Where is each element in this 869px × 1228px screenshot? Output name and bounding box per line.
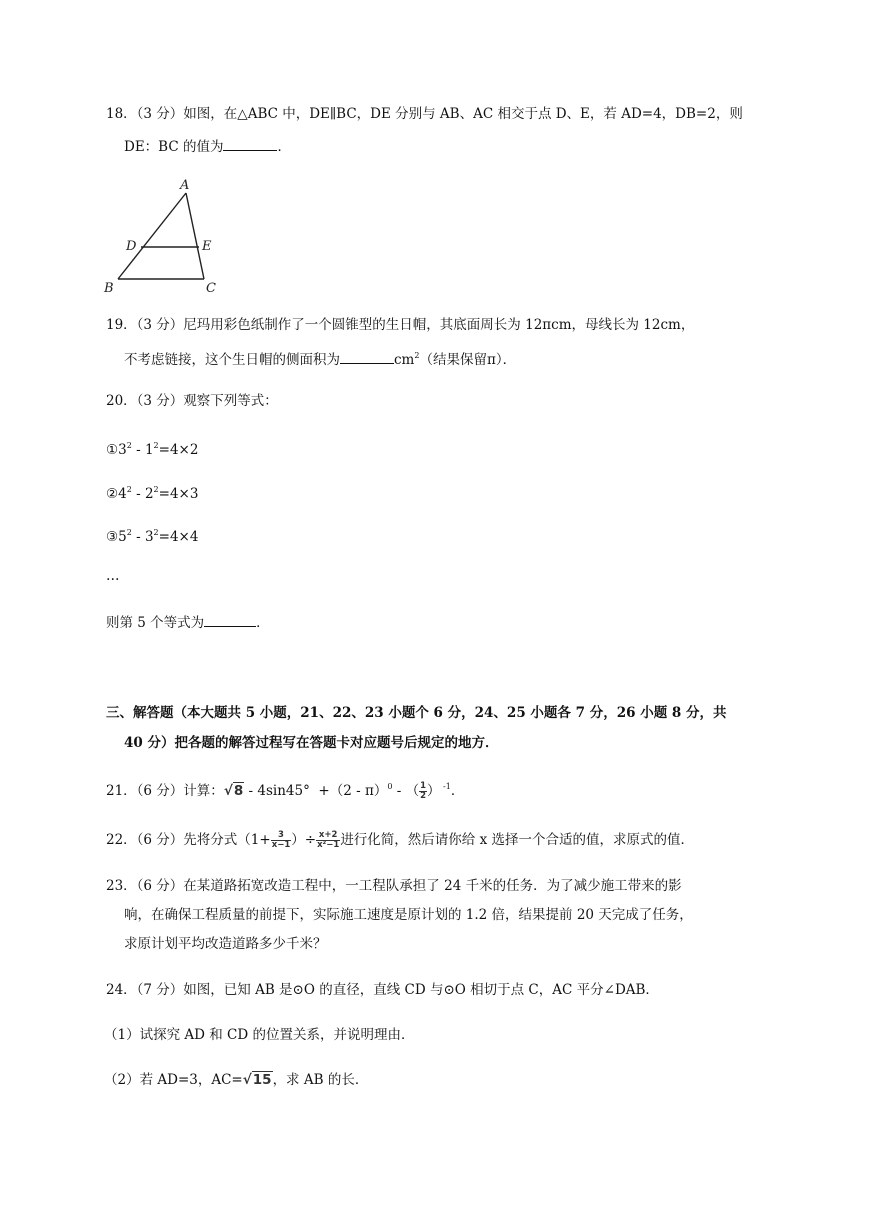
- answer-blank-20: [204, 612, 256, 627]
- q21-mid: - 4sin45° +（2 - π）: [244, 783, 388, 799]
- q20-eq3: [106, 523, 198, 547]
- q21-exp0: 0: [387, 782, 393, 791]
- q20-ask: [106, 612, 270, 633]
- label-e: E: [202, 239, 212, 254]
- q20-eq3-b: 3: [144, 529, 154, 545]
- q24-part2-prefix: （2）若 AD=3，AC=: [104, 1072, 243, 1088]
- q20-eq3-a: 5: [118, 529, 127, 545]
- q20-ellipsis: …: [106, 568, 120, 584]
- q20-intro: 20．（3 分）观察下列等式：: [106, 393, 278, 409]
- q24-part2-suffix: ，求 AB 的长．: [272, 1072, 369, 1088]
- q20-eq1-sq-a: 2: [126, 441, 132, 450]
- q23-line3: 求原计划平均改造道路多少千米？: [124, 936, 327, 952]
- q18-line2-prefix: DE：BC 的值为: [124, 139, 224, 155]
- q20-eq2-minus: -: [131, 486, 145, 502]
- q19-line2-prefix: 不考虑链接，这个生日帽的侧面积为: [124, 352, 340, 368]
- q20-eq2-b: 2: [144, 486, 154, 502]
- q22-div: ）÷: [291, 832, 317, 848]
- q21-line: [106, 777, 464, 801]
- q19-unit-sup: 2: [414, 351, 420, 360]
- label-d: D: [126, 239, 137, 254]
- q18-line1: 18．（3 分）如图，在△ABC 中，DE∥BC，DE 分别与 AB、AC 相交于点 D、E，若 AD=4，DB=2，则: [106, 106, 743, 122]
- q24-sqrt-arg: 15: [252, 1072, 272, 1088]
- q19-unit: cm: [394, 352, 415, 368]
- q21-frac-den: 2: [420, 791, 427, 801]
- q20-eq2-sq-b: 2: [153, 485, 159, 494]
- segment-ac: [186, 193, 204, 279]
- q21-mid2: - （: [392, 783, 420, 799]
- q24-part2: [104, 1070, 368, 1090]
- section3-heading-line1: 三、解答题（本大题共 5 小题，21、22、23 小题个 6 分，24、25 小题各 7 分，26 小题 8 分，共: [106, 705, 727, 721]
- q20-ask-prefix: 则第 5 个等式为: [106, 615, 205, 631]
- q22-f1-num: 3: [271, 831, 292, 841]
- q20-eq3-minus: -: [131, 529, 145, 545]
- q21-frac-num: 1: [420, 781, 427, 791]
- q20-eq3-sq-b: 2: [153, 528, 159, 537]
- triangle-figure: [100, 175, 230, 297]
- q20-eq1-b: 1: [144, 442, 154, 458]
- q22-line: [106, 830, 694, 850]
- q21-prefix: 21．（6 分）计算：: [106, 783, 224, 799]
- q20-eq2-sq-a: 2: [126, 485, 132, 494]
- q23-line2: 响，在确保工程质量的前提下，实际施工速度是原计划的 1.2 倍，结果提前 20 天完成了任务，: [124, 907, 693, 923]
- segment-ab: [118, 193, 186, 279]
- q20-eq2-a: 4: [118, 486, 127, 502]
- label-c: C: [206, 281, 216, 296]
- sqrt-symbol: √15: [242, 1072, 272, 1088]
- q21-end: ．: [450, 783, 465, 799]
- q20-eq2: [106, 480, 198, 504]
- q20-eq3-circ: ③: [106, 529, 119, 545]
- q20-eq1-rhs: =4×2: [158, 442, 199, 458]
- q21-exp-neg1: -1: [440, 782, 451, 791]
- q20-eq1-sq-b: 2: [153, 441, 159, 450]
- answer-blank-18: [223, 136, 277, 151]
- q19-line2-suffix: （结果保留π）．: [419, 352, 517, 368]
- answer-blank-19: [340, 349, 394, 364]
- q24-part1: （1）试探究 AD 和 CD 的位置关系，并说明理由．: [104, 1027, 415, 1043]
- label-a: A: [180, 178, 190, 193]
- q23-line1: 23．（6 分）在某道路拓宽改造工程中，一工程队承担了 24 千米的任务．为了减少施工带来的影: [106, 878, 682, 894]
- q20-ask-suffix: ．: [256, 615, 270, 631]
- q22-fraction-2: [316, 831, 340, 850]
- q22-f2-num: x+2: [316, 831, 340, 841]
- q19-line1: 19．（3 分）尼玛用彩色纸制作了一个圆锥型的生日帽，其底面周长为 12πcm，母线长为 12cm，: [106, 317, 695, 333]
- q22-suffix: 进行化简，然后请你给 x 选择一个合适的值，求原式的值．: [340, 832, 695, 848]
- q20-eq1: [106, 436, 198, 460]
- sqrt-symbol: √8: [223, 783, 244, 799]
- q22-f2-den: x²−1: [317, 840, 340, 850]
- q21-fraction: [419, 782, 427, 801]
- q18-line2: [124, 136, 291, 157]
- q22-f1-den: x−1: [271, 840, 291, 850]
- label-b: B: [104, 281, 114, 296]
- q20-eq1-a: 3: [118, 442, 127, 458]
- q21-close: ）: [427, 783, 441, 799]
- q21-sqrt-arg: 8: [233, 783, 244, 799]
- q19-line2: [124, 346, 516, 370]
- q20-eq3-rhs: =4×4: [158, 529, 199, 545]
- q20-eq1-circ: ①: [106, 442, 119, 458]
- q22-prefix: 22．（6 分）先将分式（1+: [106, 832, 271, 848]
- q24-line1: 24．（7 分）如图，已知 AB 是⊙O 的直径，直线 CD 与⊙O 相切于点 C，AC 平分∠DAB．: [106, 982, 659, 998]
- q20-eq2-rhs: =4×3: [158, 486, 199, 502]
- q20-eq3-sq-a: 2: [126, 528, 132, 537]
- q20-eq1-minus: -: [131, 442, 145, 458]
- q20-eq2-circ: ②: [106, 486, 119, 502]
- section3-heading-line2: 40 分）把各题的解答过程写在答题卡对应题号后规定的地方．: [124, 735, 499, 751]
- q18-line2-suffix: ．: [277, 139, 291, 155]
- q22-fraction-1: [271, 831, 292, 850]
